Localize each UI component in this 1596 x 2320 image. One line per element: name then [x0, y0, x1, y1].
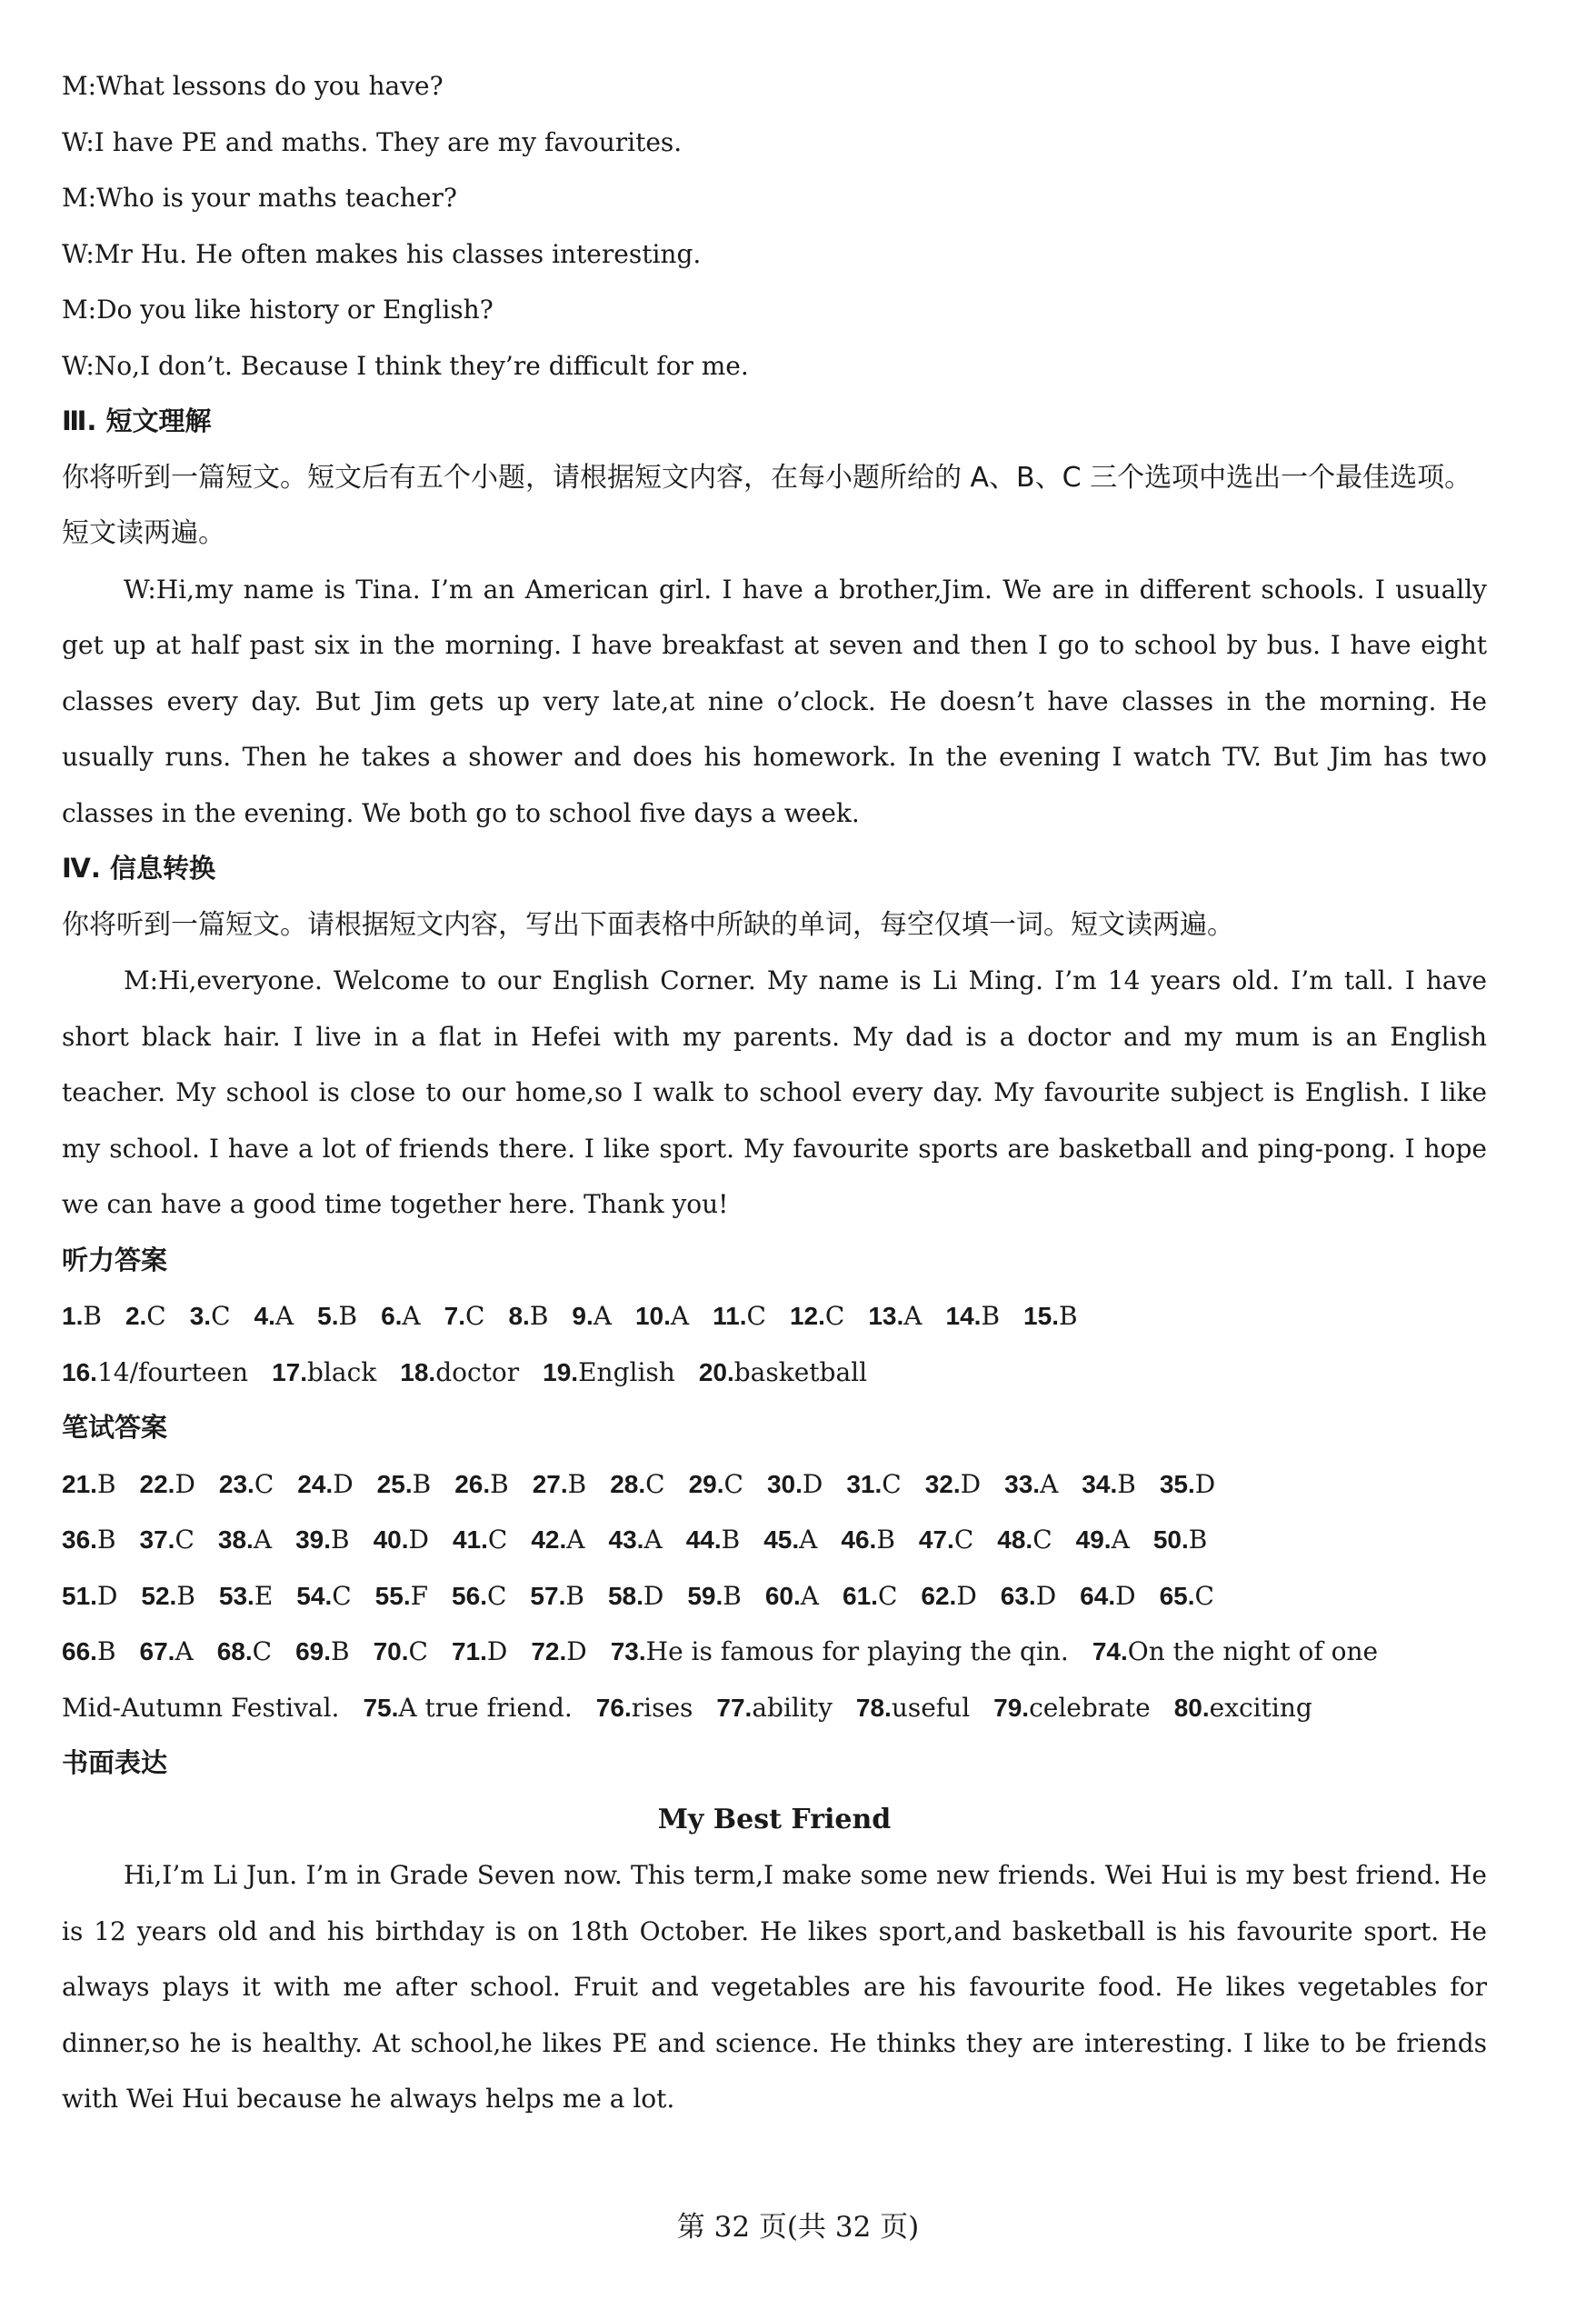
section-3-heading: Ⅲ. 短文理解: [62, 405, 212, 436]
answer-item: [295, 1512, 350, 1568]
answer-item: [1082, 1456, 1136, 1513]
answer-number: 25.: [376, 1469, 413, 1498]
answer-number: 72.: [531, 1637, 567, 1665]
answer-value: D: [96, 1580, 118, 1611]
written-answers: [62, 1456, 1487, 1736]
answer-number: 57.: [530, 1581, 566, 1610]
answer-item: [713, 1288, 766, 1345]
answer-item: [1080, 1568, 1135, 1625]
answer-item: [608, 1568, 663, 1625]
answer-value: exciting: [1209, 1692, 1312, 1723]
answer-value: C: [723, 1468, 743, 1499]
answer-value: doctor: [435, 1356, 520, 1387]
answer-value: C: [953, 1525, 974, 1555]
answer-number: 29.: [688, 1469, 724, 1498]
answer-item: [190, 1288, 231, 1345]
answer-value: D: [1035, 1580, 1057, 1611]
answer-number: 18.: [400, 1357, 436, 1386]
answer-number: 36.: [62, 1525, 97, 1554]
answer-number: 8.: [508, 1302, 530, 1330]
answer-number: 71.: [451, 1637, 487, 1665]
answer-number: 65.: [1159, 1581, 1195, 1610]
answer-item: [993, 1680, 1151, 1736]
answer-number: 9.: [572, 1302, 594, 1330]
answer-number: 19.: [543, 1357, 579, 1386]
answer-value: A: [670, 1301, 690, 1331]
answer-value: B: [1117, 1468, 1136, 1499]
answer-number: 32.: [924, 1469, 961, 1498]
answer-number: 33.: [1004, 1469, 1041, 1498]
answer-item: [997, 1512, 1052, 1568]
answer-item: [62, 1512, 116, 1568]
answer-number: 1.: [62, 1302, 84, 1330]
answer-item: [763, 1512, 817, 1568]
answer-item: [140, 1512, 195, 1568]
answer-item: [400, 1345, 519, 1401]
answer-value: B: [876, 1525, 895, 1555]
answer-value: B: [331, 1636, 350, 1666]
answer-number: 17.: [272, 1357, 308, 1386]
answer-number: 41.: [452, 1525, 488, 1554]
answer-item: [919, 1512, 973, 1568]
answer-value: celebrate: [1029, 1692, 1151, 1723]
dialogue-line: M:Do you like history or English?: [62, 295, 494, 325]
answer-item: [62, 1345, 248, 1401]
answer-item: [219, 1456, 274, 1513]
section-4-passage: M:Hi,everyone. Welcome to our English Corner. My name is Li Ming. I’m 14 years old. I’m tall. I have short black hair. I live in a flat in Hefei with my parents. My dad is a doctor and my mum is an English teacher. My school is close to our home,so I walk to school every day. My favourite subject is English. I like my school. I have a lot of friends there. I like sport. My favourite sports are basketball and ping-pong. I hope we can have a good time together here. Thank you!: [62, 965, 1487, 1219]
answer-item: [635, 1288, 689, 1345]
answer-value: ability: [752, 1692, 833, 1723]
answer-number: 46.: [841, 1525, 877, 1554]
answer-value: B: [567, 1468, 587, 1499]
document-page: [62, 58, 1487, 2127]
answer-item: [219, 1568, 273, 1625]
answer-value: D: [1194, 1468, 1216, 1499]
answer-row: [62, 1624, 1487, 1680]
answer-number: 14.: [945, 1302, 982, 1330]
answer-number: 52.: [141, 1581, 177, 1610]
answer-number: 40.: [373, 1525, 409, 1554]
dialogue-line: M:What lessons do you have?: [62, 71, 444, 101]
answer-item: [454, 1456, 509, 1513]
answer-item: [62, 1680, 339, 1736]
answer-item: [531, 1624, 586, 1680]
answer-item: [716, 1680, 833, 1736]
answer-value: C: [877, 1580, 898, 1611]
answer-number: 62.: [921, 1581, 957, 1610]
answer-number: 69.: [295, 1637, 331, 1665]
dialogue: [62, 58, 1487, 394]
answer-value: B: [721, 1525, 741, 1555]
answer-row: [62, 1680, 1487, 1736]
answer-item: [125, 1288, 166, 1345]
answer-item: [699, 1345, 867, 1401]
answer-value: Mid-Autumn Festival.: [62, 1692, 340, 1723]
answer-value: B: [96, 1468, 116, 1499]
answer-value: On the night of one: [1127, 1636, 1379, 1666]
answer-value: B: [96, 1525, 116, 1555]
answer-value: C: [746, 1301, 766, 1331]
answer-number: 47.: [918, 1525, 954, 1554]
answer-number: 7.: [444, 1302, 466, 1330]
answer-value: C: [1032, 1525, 1052, 1555]
answer-value: B: [723, 1580, 742, 1611]
answer-item: [381, 1288, 421, 1345]
answer-number: 12.: [789, 1302, 825, 1330]
answer-value: C: [175, 1525, 195, 1555]
answer-item: [1001, 1568, 1056, 1625]
answer-value: C: [252, 1636, 273, 1666]
answer-value: B: [83, 1301, 102, 1331]
answer-item: [453, 1512, 507, 1568]
answer-item: [62, 1568, 117, 1625]
answer-value: C: [486, 1580, 507, 1611]
answer-number: 73.: [610, 1637, 646, 1665]
dialogue-line: W:I have PE and maths. They are my favourites.: [62, 126, 683, 157]
answer-number: 44.: [685, 1525, 722, 1554]
answer-number: 75.: [363, 1693, 399, 1722]
answer-value: C: [465, 1301, 485, 1331]
answer-value: C: [824, 1301, 845, 1331]
answer-value: A: [593, 1301, 612, 1331]
answer-value: C: [645, 1468, 665, 1499]
answer-item: [452, 1568, 506, 1625]
answer-item: [217, 1624, 272, 1680]
answer-value: E: [254, 1580, 274, 1611]
answer-item: [925, 1456, 981, 1513]
answer-value: D: [333, 1468, 354, 1499]
answer-number: 38.: [217, 1525, 254, 1554]
answer-number: 54.: [296, 1581, 333, 1610]
answer-item: [572, 1288, 612, 1345]
answer-value: B: [96, 1636, 116, 1666]
answer-number: 6.: [381, 1302, 403, 1330]
answer-number: 48.: [997, 1525, 1033, 1554]
answer-item: [363, 1680, 572, 1736]
answer-item: [533, 1456, 587, 1513]
answer-number: 5.: [317, 1302, 339, 1330]
answer-number: 50.: [1152, 1525, 1189, 1554]
answer-number: 10.: [634, 1302, 671, 1330]
answer-item: [374, 1624, 428, 1680]
answer-row: [62, 1456, 1487, 1513]
essay-text: Hi,I’m Li Jun. I’m in Grade Seven now. This term,I make some new friends. Wei Hui is my best friend. He is 12 years old and his birthday is on 18th October. He likes sport,and basketball is his favourite sport. He always plays it with me after school. Fruit and vegetables are his favourite food. He likes vegetables for dinner,so he is healthy. At school,he likes PE and science. He thinks they are interesting. I like to be friends with Wei Hui because he always helps me a lot.: [62, 1860, 1487, 2114]
answer-value: D: [956, 1580, 977, 1611]
answer-value: D: [566, 1636, 587, 1666]
answer-item: [767, 1456, 823, 1513]
answer-number: 16.: [62, 1357, 97, 1386]
answer-value: useful: [891, 1692, 971, 1723]
answer-item: [868, 1288, 922, 1345]
answer-value: B: [331, 1525, 350, 1555]
answer-value: A: [799, 1525, 818, 1555]
answer-value: D: [408, 1525, 429, 1555]
answer-value: B: [338, 1301, 358, 1331]
answer-item: [843, 1568, 897, 1625]
answer-item: [140, 1456, 195, 1513]
answer-number: 49.: [1075, 1525, 1112, 1554]
answer-value: B: [412, 1468, 432, 1499]
essay-title: My Best Friend: [657, 1803, 892, 1835]
written-answers-heading: 笔试答案: [62, 1412, 168, 1443]
answer-number: 76.: [595, 1693, 632, 1722]
answer-value: C: [254, 1468, 274, 1499]
answer-item: [375, 1568, 428, 1625]
answer-item: [254, 1288, 294, 1345]
answer-item: [218, 1512, 272, 1568]
answer-number: 24.: [297, 1469, 334, 1498]
listening-answers-heading: 听力答案: [62, 1244, 168, 1275]
answer-number: 31.: [846, 1469, 883, 1498]
answer-value: D: [486, 1636, 508, 1666]
answer-item: [141, 1568, 195, 1625]
answer-number: 70.: [373, 1637, 409, 1665]
answer-value: B: [1058, 1301, 1078, 1331]
answer-number: 30.: [766, 1469, 803, 1498]
answer-item: [62, 1456, 116, 1513]
answer-number: 3.: [189, 1302, 212, 1330]
answer-number: 77.: [716, 1693, 753, 1722]
answer-number: 64.: [1080, 1581, 1116, 1610]
answer-number: 43.: [608, 1525, 644, 1554]
answer-item: [295, 1624, 350, 1680]
answer-item: [1160, 1456, 1215, 1513]
listening-answers: [62, 1288, 1487, 1400]
answer-value: A: [1040, 1468, 1059, 1499]
answer-row: [62, 1345, 1487, 1401]
answer-item: [765, 1568, 819, 1625]
answer-number: 56.: [452, 1581, 487, 1610]
dialogue-line: W:No,I don’t. Because I think they’re difficult for me.: [62, 350, 749, 381]
answer-number: 61.: [843, 1581, 878, 1610]
answer-value: D: [960, 1468, 982, 1499]
answer-value: A: [800, 1580, 820, 1611]
answer-item: [297, 1456, 353, 1513]
answer-value: He is famous for playing the qin.: [645, 1636, 1069, 1666]
answer-value: C: [146, 1301, 166, 1331]
answer-item: [530, 1568, 584, 1625]
answer-item: [1174, 1680, 1312, 1736]
answer-value: B: [981, 1301, 1001, 1331]
answer-value: C: [408, 1636, 428, 1666]
answer-item: [1153, 1512, 1208, 1568]
page-footer: 第 32 页(共 32 页): [676, 2211, 920, 2244]
answer-item: [444, 1288, 485, 1345]
dialogue-line: W:Mr Hu. He often makes his classes interesting.: [62, 238, 702, 269]
answer-number: 53.: [218, 1581, 254, 1610]
answer-number: 37.: [139, 1525, 175, 1554]
answer-number: 55.: [374, 1581, 411, 1610]
section-3-passage: W:Hi,my name is Tina. I’m an American girl. I have a brother,Jim. We are in different schools. I usually get up at half past six in the morning. I have breakfast at seven and then I go to school by bus. I have eight classes every day. But Jim gets up very late,at nine o’clock. He doesn’t have classes in the morning. He usually runs. Then he takes a shower and does his homework. In the evening I watch TV. But Jim has two classes in the evening. We both go to school five days a week.: [62, 574, 1487, 828]
dialogue-line: M:Who is your maths teacher?: [62, 183, 457, 213]
answer-value: A: [643, 1525, 663, 1555]
answer-number: 42.: [531, 1525, 567, 1554]
answer-number: 68.: [216, 1637, 253, 1665]
answer-number: 15.: [1023, 1302, 1059, 1330]
answer-value: A: [175, 1636, 194, 1666]
answer-item: [686, 1512, 741, 1568]
answer-item: [921, 1568, 976, 1625]
answer-item: [140, 1624, 194, 1680]
answer-value: A: [1111, 1525, 1130, 1555]
answer-item: [609, 1512, 663, 1568]
answer-item: [790, 1288, 844, 1345]
answer-number: 23.: [218, 1469, 254, 1498]
answer-number: 2.: [125, 1302, 147, 1330]
answer-item: [1160, 1568, 1214, 1625]
answer-item: [1092, 1624, 1378, 1680]
answer-value: English: [578, 1356, 675, 1387]
answer-item: [841, 1512, 895, 1568]
answer-item: [611, 1624, 1069, 1680]
answer-number: 13.: [868, 1302, 904, 1330]
answer-item: [317, 1288, 357, 1345]
section-3-instruction: 你将听到一篇短文。短文后有五个小题，请根据短文内容，在每小题所给的 A、B、C 三个选项中选出一个最佳选项。短文读两遍。: [62, 461, 1472, 549]
answer-value: A: [402, 1301, 421, 1331]
answer-value: B: [529, 1301, 549, 1331]
answer-value: A: [274, 1301, 294, 1331]
answer-row: [62, 1568, 1487, 1625]
answer-number: 20.: [698, 1357, 734, 1386]
answer-item: [62, 1624, 116, 1680]
answer-number: 60.: [764, 1581, 801, 1610]
answer-item: [272, 1345, 376, 1401]
answer-number: 11.: [713, 1302, 747, 1330]
answer-value: D: [1115, 1580, 1136, 1611]
answer-item: [856, 1680, 970, 1736]
answer-row: [62, 1288, 1487, 1345]
answer-item: [374, 1512, 429, 1568]
answer-item: [543, 1345, 675, 1401]
answer-value: D: [802, 1468, 823, 1499]
answer-number: 34.: [1082, 1469, 1118, 1498]
answer-value: B: [490, 1468, 509, 1499]
answer-number: 80.: [1173, 1693, 1210, 1722]
answer-number: 58.: [607, 1581, 643, 1610]
answer-number: 45.: [763, 1525, 800, 1554]
answer-number: 35.: [1159, 1469, 1195, 1498]
answer-item: [846, 1456, 901, 1513]
answer-item: [1076, 1512, 1130, 1568]
answer-item: [610, 1456, 664, 1513]
answer-item: [377, 1456, 432, 1513]
answer-value: A: [253, 1525, 273, 1555]
answer-number: 66.: [62, 1637, 97, 1665]
answer-value: A true friend.: [398, 1692, 573, 1723]
answer-item: [508, 1288, 548, 1345]
answer-number: 39.: [295, 1525, 331, 1554]
answer-number: 74.: [1092, 1637, 1128, 1665]
answer-value: B: [565, 1580, 584, 1611]
answer-item: [687, 1568, 742, 1625]
answer-row: [62, 1512, 1487, 1568]
answer-value: black: [307, 1356, 377, 1387]
answer-value: C: [211, 1301, 231, 1331]
answer-value: A: [566, 1525, 585, 1555]
answer-value: B: [1188, 1525, 1208, 1555]
answer-value: F: [410, 1580, 429, 1611]
answer-item: [1023, 1288, 1078, 1345]
answer-item: [596, 1680, 693, 1736]
answer-item: [946, 1288, 1001, 1345]
answer-item: [62, 1288, 102, 1345]
answer-item: [296, 1568, 351, 1625]
answer-value: A: [903, 1301, 923, 1331]
answer-number: 27.: [532, 1469, 568, 1498]
answer-value: B: [176, 1580, 195, 1611]
answer-value: D: [175, 1468, 195, 1499]
answer-item: [689, 1456, 743, 1513]
answer-number: 79.: [993, 1693, 1030, 1722]
answer-number: 63.: [1000, 1581, 1036, 1610]
answer-value: basketball: [733, 1356, 868, 1387]
answer-item: [531, 1512, 584, 1568]
answer-value: C: [882, 1468, 902, 1499]
answer-number: 28.: [610, 1469, 646, 1498]
answer-number: 78.: [855, 1693, 892, 1722]
answer-value: C: [1194, 1580, 1214, 1611]
answer-value: 14/fourteen: [96, 1356, 249, 1387]
answer-value: rises: [631, 1692, 693, 1723]
answer-value: C: [487, 1525, 508, 1555]
answer-item: [452, 1624, 507, 1680]
answer-number: 21.: [62, 1469, 97, 1498]
answer-number: 26.: [454, 1469, 491, 1498]
section-4-instruction: 你将听到一篇短文。请根据短文内容，写出下面表格中所缺的单词，每空仅填一词。短文读两遍。: [62, 908, 1234, 941]
writing-heading: 书面表达: [62, 1747, 168, 1778]
answer-number: 59.: [687, 1581, 723, 1610]
answer-item: [1004, 1456, 1058, 1513]
answer-value: D: [643, 1580, 664, 1611]
answer-number: 67.: [139, 1637, 175, 1665]
answer-number: 22.: [139, 1469, 175, 1498]
answer-value: C: [332, 1580, 352, 1611]
answer-number: 4.: [254, 1302, 275, 1330]
answer-number: 51.: [62, 1581, 97, 1610]
section-4-heading: Ⅳ. 信息转换: [62, 853, 215, 884]
